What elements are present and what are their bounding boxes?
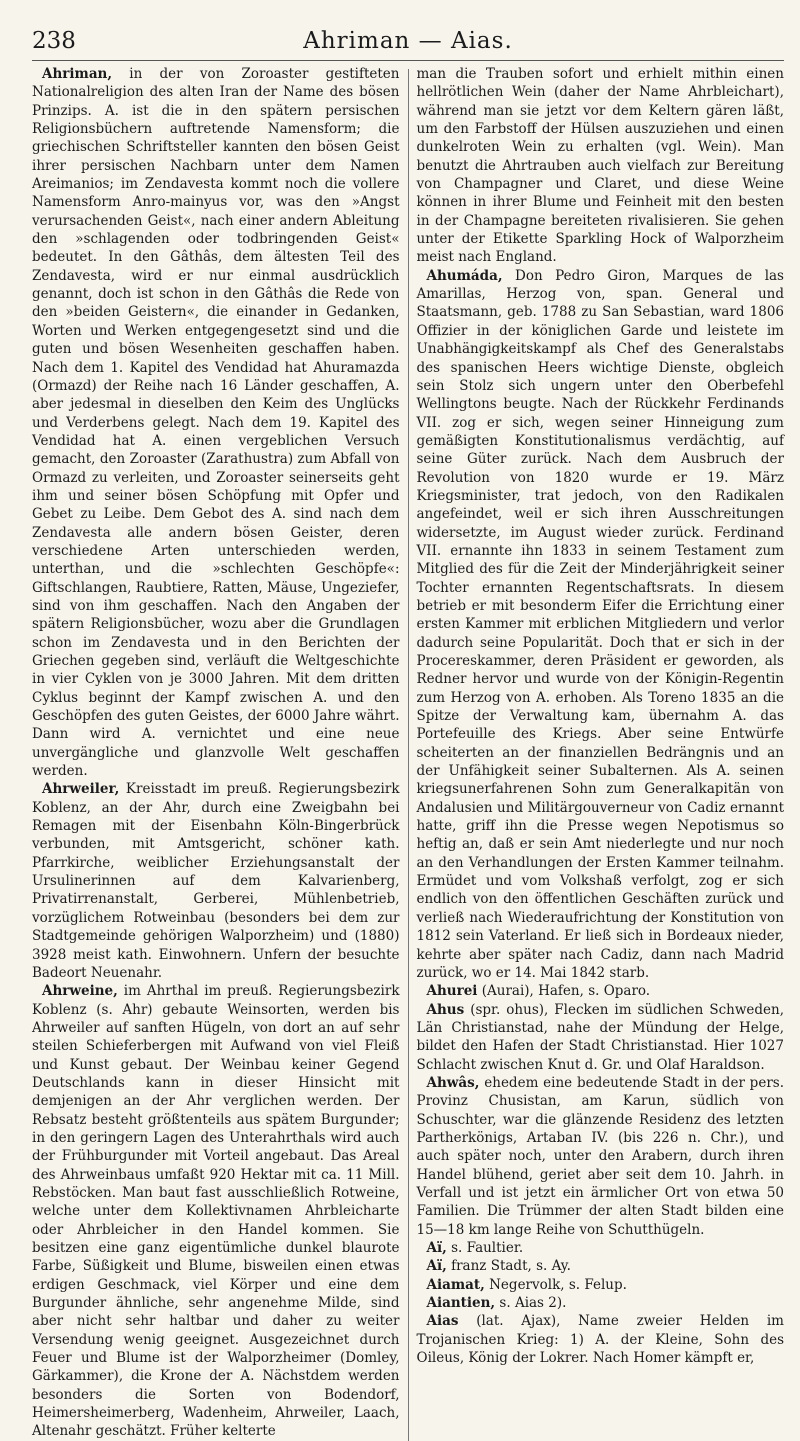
page-number: 238 — [32, 28, 76, 54]
dictionary-entry — [417, 267, 785, 982]
dictionary-entry — [417, 1294, 785, 1312]
dictionary-entry — [417, 1312, 785, 1367]
running-title: Ahriman — Aias. — [303, 28, 513, 54]
entry-text: im Ahrthal im preuß. Regierungsbezirk Koblenz (s. Ahr) gebaute Weinsorten, werden bis Ahrweiler auf sanften Hügeln, von dort an auf sehr steilen Schieferbergen mit Aufwand von viel Fleiß und Kunst gebaut. Der Weinbau keiner Gegend Deutschlands kann in dieser Hinsicht mit demjenigen an der Ahr verglichen werden. Der Rebsatz besteht größtenteils aus spätem Burgunder; in den geringern Lagen des Unterahrthals wird auch der Frühburgunder mit Vorteil angebaut. Das Areal des Ahrweinbaus umfaßt 920 Hektar mit ca. 11 Mill. Rebstöcken. Man baut fast ausschließlich Rotweine, welche unter dem Kollektivnamen Ahrbleicharte oder Ahrbleicher in den Handel kommen. Sie besitzen eine ganz eigentümliche dunkel blaurote Farbe, Süßigkeit und Blume, bisweilen einen etwas erdigen Geschmack, viel Körper und eine dem Burgunder ähnliche, sehr angenehme Milde, sind aber nicht sehr haltbar und daher zu weiter Versendung wenig geeignet. Ausgezeichnet durch Feuer und Blume ist der Walporzheimer (Domley, Gärkammer), die Krone der A. Nächstdem werden besonders die Sorten von Bodendorf, Heimersheimerberg, Wadenheim, Ahrweiler, Laach, Altenahr geschätzt. Früher kelterte — [32, 983, 400, 1440]
dictionary-entry — [32, 982, 400, 1441]
dictionary-entry — [417, 982, 785, 1000]
two-column-body — [32, 65, 784, 1441]
entry-text: s. Faultier. — [446, 1240, 524, 1256]
entry-headword: Ahriman, — [42, 66, 113, 82]
entry-text: Negervolk, s. Felup. — [484, 1276, 627, 1293]
entry-headword: Aï, — [426, 1240, 447, 1256]
entry-headword: Ahrweiler, — [42, 781, 120, 798]
dictionary-entry — [32, 780, 400, 982]
entry-text: in der von Zoroaster gestifteten Nationalreligion des alten Iran der Name des bösen Prinzips. A. ist die in den spätern persischen Religionsbüchern auftretende Namensform; die griechischen Schriftsteller kannten den bösen Geist ihrer persischen Nachbarn unter dem Namen Areimanios; im Zendavesta kommt noch die vollere Namensform Anro-mainyus vor, was den »Angst verursachenden Geist«, nach einer andern Ableitung den »schlagenden oder todbringenden Geist« bedeutet. In den Gâthâs, dem ältesten Teil des Zendavesta, wird er nur einmal ausdrücklich genannt, doch ist schon in den Gâthâs die Rede von den »beiden Geistern«, die einander in Gedanken, Worten und Werken entgegengesetzt sind und die guten und bösen Wesenheiten geschaffen haben. Nach dem 1. Kapitel des Vendidad hat Ahuramazda (Ormazd) der Reihe nach 16 Länder geschaffen, A. aber jedesmal in dieselben den Keim des Unglücks und Verderbens gelegt. Nach dem 19. Kapitel des Vendidad hat A. einen vergeblichen Versuch gemacht, den Zoroaster (Zarathustra) zum Abfall von Ormazd zu verleiten, und Zoroaster seinerseits geht ihm und seiner bösen Schöpfung mit Opfer und Gebet zu Leibe. Dem Gebot des A. sind nach dem Zendavesta alle andern bösen Geister, deren verschiedene Arten unterschieden werden, unterthan, und die »schlechten Geschöpfe«: Giftschlangen, Raubtiere, Ratten, Mäuse, Ungeziefer, sind von ihm geschaffen. Nach den Angaben der spätern Religionsbücher, wozu aber die Grundlagen schon im Zendavesta und in den Berichten der Griechen gegeben sind, verläuft die Weltgeschichte in vier Cyklen von je 3000 Jahren. Mit dem dritten Cyklus beginnt der Kampf zwischen A. und den Geschöpfen des guten Geistes, der 6000 Jahre währt. Dann wird A. vernichtet und eine neue unvergängliche und glanzvolle Welt geschaffen werden. — [32, 66, 400, 780]
entry-text: Kreisstadt im preuß. Regierungsbezirk Koblenz, an der Ahr, durch eine Zweigbahn bei Remagen mit der Eisenbahn Köln-Bingerbrück verbunden, mit Amtsgericht, schöner kath. Pfarrkirche, weiblicher Erziehungsanstalt der Ursulinerinnen auf dem Kalvarienberg, Privatirrenanstalt, Gerberei, Mühlenbetrieb, vorzüglichem Rotweinbau (besonders bei dem zur Stadtgemeinde gehörigen Walporzheim) und (1880) 3928 meist kath. Einwohnern. Unfern der besuchte Badeort Neuenahr. — [32, 781, 400, 981]
left-column — [32, 65, 408, 1441]
entry-headword: Aï, — [426, 1258, 447, 1275]
entry-headword: Aiamat, — [426, 1276, 485, 1293]
dictionary-entry — [417, 1257, 785, 1275]
entry-text: man die Trauben sofort und erhielt mithin einen hellrötlichen Wein (daher der Name Ahrbleichart), während man sie jetzt vor dem Keltern gären läßt, um den Farbstoff der Hülsen auszuziehen und einen dunkelroten Wein zu erhalten (vgl. Wein). Man benutzt die Ahrtrauben auch vielfach zur Bereitung von Champagner und Claret, und diese Weine können in ihrer Blume und Feinheit mit den besten in der Champagne bereiteten rivalisieren. Sie gehen unter der Etikette Sparkling Hock of Walporzheim meist nach England. — [416, 66, 784, 266]
entry-headword: Aias — [426, 1313, 459, 1330]
entry-headword: Aiantien, — [426, 1295, 496, 1312]
entry-headword: Ahumáda, — [426, 267, 503, 284]
dictionary-entry — [417, 1239, 785, 1257]
dictionary-entry — [417, 65, 785, 267]
entry-text: s. Aias 2). — [495, 1295, 567, 1312]
entry-headword: Ahrweine, — [42, 983, 118, 1000]
entry-headword: Ahwâs, — [426, 1074, 480, 1091]
entry-text: (Aurai), Hafen, s. Oparo. — [477, 983, 651, 1000]
dictionary-entry — [32, 65, 400, 780]
entry-text: (lat. Ajax), Name zweier Helden im Trojanischen Krieg: 1) A. der Kleine, Sohn des Oileus, König der Lokrer. Nach Homer kämpft er, — [416, 1313, 784, 1367]
dictionary-entry — [417, 1001, 785, 1074]
entry-headword: Ahus — [426, 1001, 465, 1018]
entry-text: franz Stadt, s. Ay. — [446, 1258, 571, 1275]
page-header — [32, 22, 784, 61]
entry-text: Don Pedro Giron, Marques de las Amarillas, Herzog von, span. General und Staatsmann, geb. 1788 zu San Sebastian, ward 1806 Offizier in der königlichen Garde und leistete im Unabhängigkeitskampf als Chef des Generalstabs des spanischen Heers wichtige Dienste, obgleich sein Stolz sich ungern unter den Oberbefehl Wellingtons beugte. Nach der Rückkehr Ferdinands VII. zog er sich, wegen seiner Hinneigung zum gemäßigten Konstitutionalismus verdächtig, auf seine Güter zurück. Nach dem Ausbruch der Revolution von 1820 wurde er 19. März Kriegsminister, trat jedoch, von den Radikalen angefeindet, weil er sich ihren Ausschreitungen widersetzte, im August wieder zurück. Ferdinand VII. ernannte ihn 1833 in seinem Testament zum Mitglied des für die Zeit der Minderjährigkeit seiner Tochter ernannten Regentschaftsrats. In diesem betrieb er mit besonderm Eifer die Errichtung einer ersten Kammer mit erblichen Mitgliedern und verlor dadurch seine Popularität. Doch that er sich in der Procereskammer, deren Präsident er geworden, als Redner hervor und wurde von der Königin-Regentin zum Herzog von A. erhoben. Als Toreno 1835 an die Spitze der Verwaltung kam, übernahm A. das Portefeuille des Kriegs. Aber seine Entwürfe scheiterten an der finanziellen Bedrängnis und an der Unfähigkeit seiner Subalternen. Als A. seinen kriegsunerfahrenen Sohn zum Generalkapitän von Andalusien und Militärgouverneur von Cadiz ernannt hatte, griff ihn die Presse wegen Nepotismus so heftig an, daß er sein Amt niederlegte und nur noch an den Verhandlungen der Ersten Kammer teilnahm. Ermüdet und vom Volkshaß verfolgt, zog er sich endlich von den öffentlichen Geschäften zurück und verließ nach Wiederaufrichtung der Konstitution von 1812 sein Vaterland. Er ließ sich in Bordeaux nieder, kehrte aber später nach Cadiz, dann nach Madrid zurück, wo er 14. Mai 1842 starb. — [416, 267, 784, 981]
entry-text: (spr. ohus), Flecken im südlichen Schweden, Län Christianstad, nahe der Mündung der Helge, bildet den Hafen der Stadt Christianstad. Hier 1027 Schlacht zwischen Knut d. Gr. und Olaf Haraldson. — [416, 1001, 784, 1073]
entry-text: ehedem eine bedeutende Stadt in der pers. Provinz Chusistan, am Karun, südlich von Schuschter, war die glänzende Residenz des letzten Partherkönigs, Artaban IV. (bis 226 n. Chr.), und auch später noch, unter den Arabern, durch ihren Handel blühend, geriet aber seit dem 10. Jahrh. in Verfall und ist jetzt ein ärmlicher Ort von etwa 50 Familien. Die Trümmer der alten Stadt bilden eine 15—18 km lange Reihe von Schutthügeln. — [416, 1074, 784, 1238]
entry-headword: Ahurei — [426, 983, 478, 1000]
dictionary-entry — [417, 1276, 785, 1294]
dictionary-entry — [417, 1074, 785, 1239]
right-column — [409, 65, 785, 1441]
